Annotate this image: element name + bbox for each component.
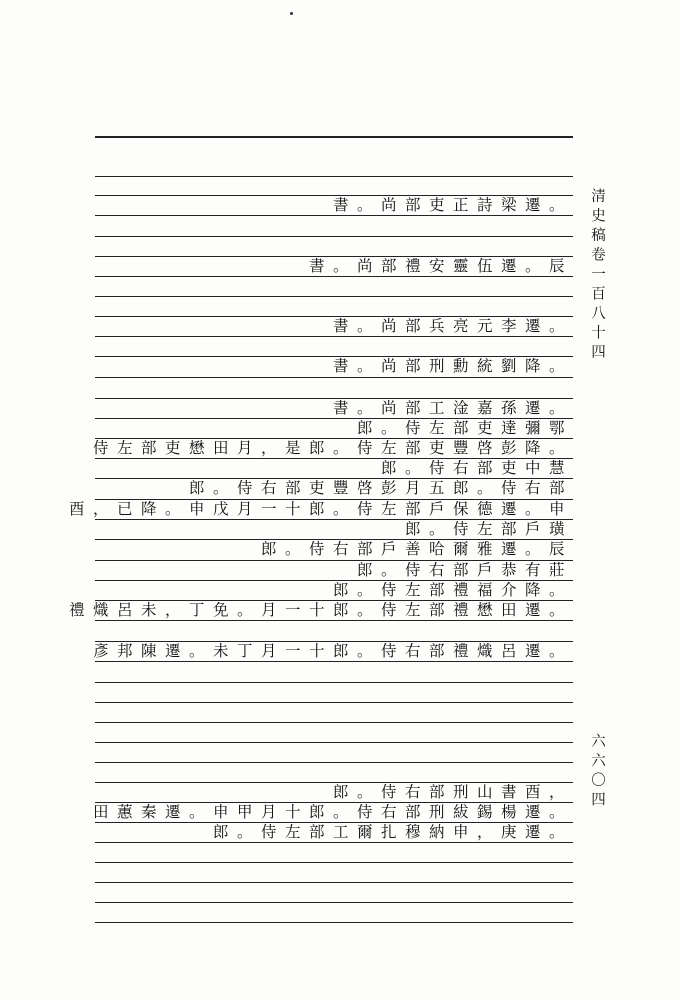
rule-line [95,236,573,237]
book-title: 清史稿卷一百八十四 [589,188,605,364]
text-row: 郎。侍左部工爾扎穆納申，庚遷。 [212,823,573,841]
rule-line [95,902,573,903]
rule-line [95,702,573,703]
rule-line [95,377,573,378]
rule-line [95,882,573,883]
rule-line [95,762,573,763]
speck-mark [290,12,293,15]
text-row: 酉，已降。申戊月一十郎。侍左部戶保德遷。申 [68,500,573,518]
page-number: 六六〇四 [589,733,605,811]
text-row: 侍左部吏懋田月，是郎。侍左部吏豐啓彭降。 [92,439,573,457]
rule-line [95,862,573,863]
text-row: 書。尚部工淦嘉孫遷。 [332,399,573,417]
text-row: 郎。侍右部吏豐啓彭月五郎。侍右部 [188,479,573,497]
rule-line [95,922,573,923]
rule-line [95,742,573,743]
text-row: 郎。侍左部戶璜 [404,520,573,538]
text-row: 郎。侍右部吏中慧 [380,459,573,477]
text-row: 書。尚部刑勳統劉降。 [332,357,573,375]
text-row: 郎。侍左部禮福介降。 [332,581,573,599]
rule-line [95,296,573,297]
text-row: 郎。侍右部戶善哈爾雅遷。辰 [260,540,573,558]
rule-line [95,722,573,723]
text-row: 書。尚部禮安靈伍遷。辰 [308,257,573,275]
text-row: 田蕙秦遷。申甲月十郎。侍右部刑紱錫楊遷。 [92,803,573,821]
rule-line [95,682,573,683]
text-row: 書。尚部吏正詩梁遷。 [332,196,573,214]
text-row: 禮熾呂未，丁免。月一十郎。侍左部禮懋田遷。 [68,601,573,619]
text-row: 郎。侍左部吏達彌鄂 [356,419,573,437]
text-row: 郎。侍右部戶恭有莊 [356,561,573,579]
rule-line [95,176,573,177]
text-row: 郎。侍右部刑山書酉， [332,783,573,801]
top-rule [95,136,573,138]
text-row: 書。尚部兵亮元李遷。 [332,317,573,335]
text-row: 彥邦陳遷。未丁月一十郎。侍右部禮熾呂遷。 [92,642,573,660]
